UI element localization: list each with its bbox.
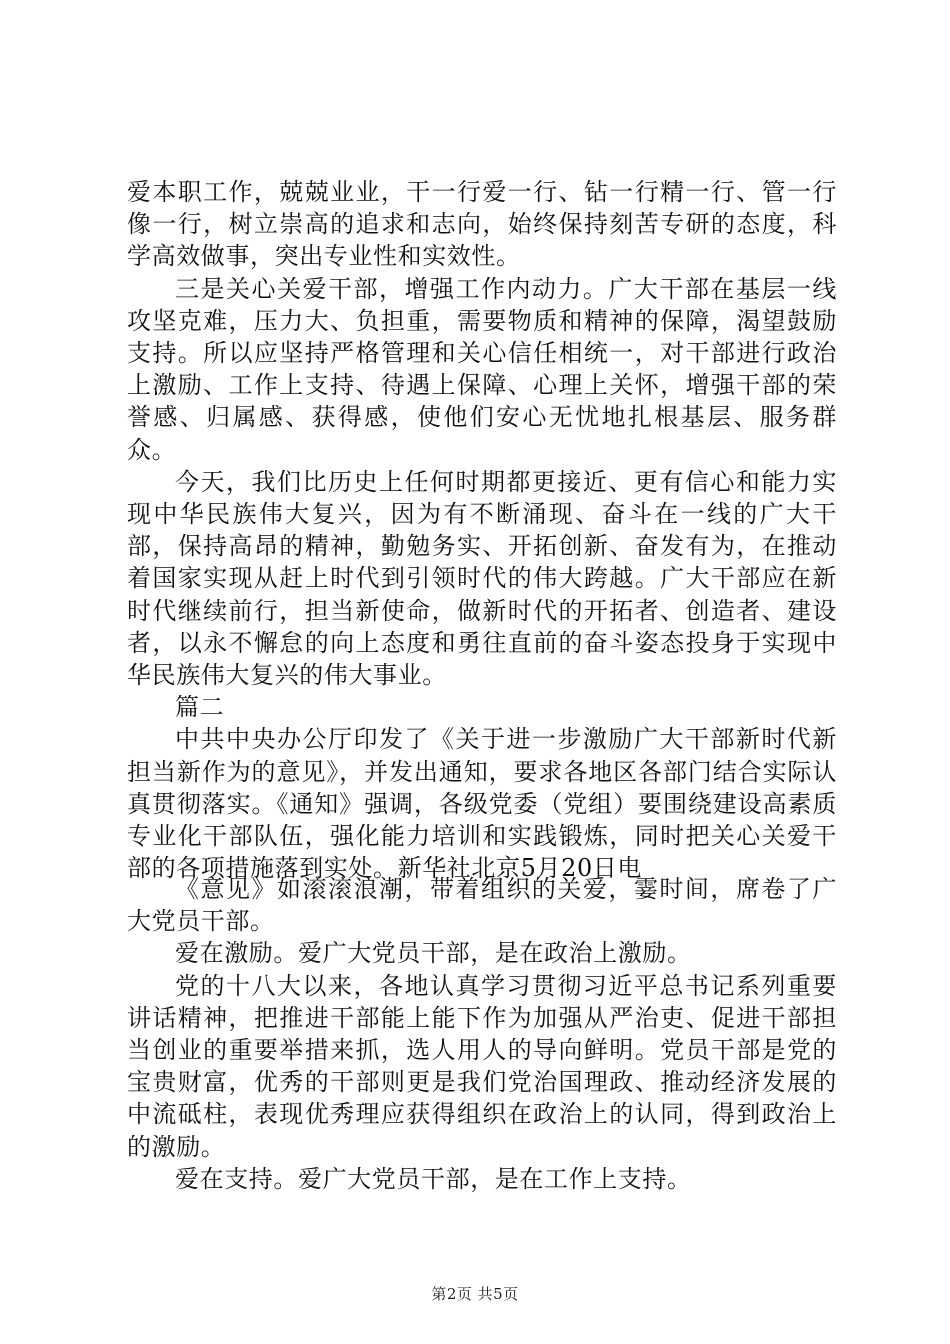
paragraph-opinion-wave: 《意见》如滚滚浪潮，带着组织的关爱，霎时间，席卷了广大党员干部。: [127, 875, 837, 936]
paragraph-today: 今天，我们比历史上任何时期都更接近、更有信心和能力实现中华民族伟大复兴，因为有不断涌现、奋斗在一线的广大干部，保持高昂的精神，勤勉务实、开拓创新、奋发有为，在推动着国家实现从赶上时代到引领时代的伟大跨越。广大干部应在新时代继续前行，担当新使命，做新时代的开拓者、创造者、建设者，以永不懈怠的向上态度和勇往直前的奋斗姿态投身于实现中华民族伟大复兴的伟大事业。: [127, 467, 837, 690]
paragraph-care-cadres: 三是关心关爱干部，增强工作内动力。广大干部在基层一线攻坚克难，压力大、负担重，需要物质和精神的保障，渴望鼓励支持。所以应坚持严格管理和关心信任相统一，对干部进行政治上激励、工作上支持、待遇上保障、心理上关怀，增强干部的荣誉感、归属感、获得感，使他们安心无忧地扎根基层、服务群众。: [127, 274, 837, 464]
paragraph-continuation: 爱本职工作，兢兢业业，干一行爱一行、钻一行精一行、管一行像一行，树立崇高的追求和志向，始终保持刻苦专研的态度，科学高效做事，突出专业性和实效性。: [127, 178, 837, 271]
paragraph-love-in-support: 爱在支持。爱广大党员干部，是在工作上支持。: [175, 1164, 692, 1193]
section-heading-part-two: 篇二: [175, 693, 225, 722]
paragraph-love-in-incentive: 爱在激励。爱广大党员干部，是在政治上激励。: [175, 939, 692, 968]
paragraph-notice: 中共中央办公厅印发了《关于进一步激励广大干部新时代新担当新作为的意见》，并发出通知，要求各地区各部门结合实际认真贯彻落实。《通知》强调，各级党委（党组）要围绕建设高素质专业化干部队伍，强化能力培训和实践锻炼，同时把关心关爱干部的各项措施落到实处。新华社北京5月20日电: [127, 725, 837, 883]
text-block-upper: [127, 176, 837, 884]
page-number-footer: 第2页 共5页: [431, 1285, 519, 1303]
text-block-lower: [127, 873, 837, 1195]
paragraph-eighteenth-congress: 党的十八大以来，各地认真学习贯彻习近平总书记系列重要讲话精神，把推进干部能上能下作为加强从严治吏、促进干部担当创业的重要举措来抓，选人用人的导向鲜明。党员干部是党的宝贵财富，优秀的干部则更是我们党治国理政、推动经济发展的中流砥柱，表现优秀理应获得组织在政治上的认同，得到政治上的激励。: [127, 971, 837, 1161]
